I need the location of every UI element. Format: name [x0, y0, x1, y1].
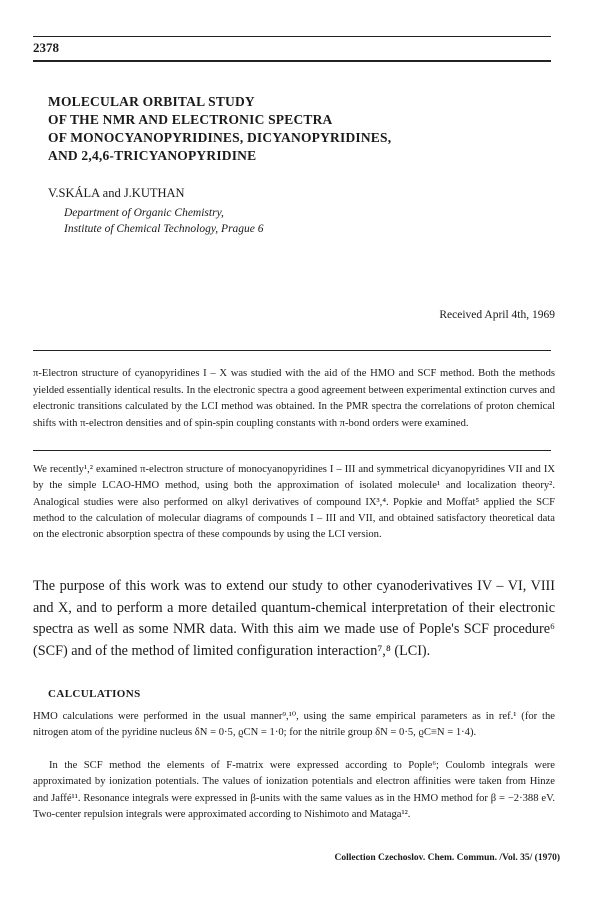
- section-heading-calculations: CALCULATIONS: [48, 688, 141, 700]
- authors: V.SKÁLA and J.KUTHAN: [48, 186, 185, 200]
- journal-footer: Collection Czechoslov. Chem. Commun. /Vol. 35/ (1970): [334, 853, 560, 863]
- title-line-4: AND 2,4,6-TRICYANOPYRIDINE: [48, 148, 257, 163]
- title-line-2: OF THE NMR AND ELECTRONIC SPECTRA: [48, 112, 333, 127]
- abstract-rule-top: [33, 350, 551, 351]
- abstract: π-Electron structure of cyanopyridines I – X was studied with the aid of the HMO and SCF method. Both the methods yielded essentially identical results. In the electronic spectra a good agreement between experimental extinction curves and electronic transitions calculated by the LCI method was obtained. In the PMR spectra the correlations of proton chemical shifts with π-electron densities and of spin-spin coupling constants with π-bond orders were examined.: [33, 368, 555, 429]
- header-rule-top: [33, 36, 551, 37]
- title-line-3: OF MONOCYANOPYRIDINES, DICYANOPYRIDINES,: [48, 130, 392, 145]
- title-line-1: MOLECULAR ORBITAL STUDY: [48, 94, 255, 109]
- received-date: Received April 4th, 1969: [439, 309, 555, 321]
- header-rule: [33, 60, 551, 62]
- calculations-paragraph-2: In the SCF method the elements of F-matrix were expressed according to Pople⁶; Coulomb integrals were approximated by ionization potentials. The values of ionization potentials and electron affinities were taken from Hinze and Jaffé¹¹. Resonance integrals were expressed in β-units with the same values as in the HMO method for β = −2·388 eV. Two-center repulsion integrals were approximated according to Nishimoto and Mataga¹².: [33, 760, 555, 820]
- intro-paragraph-2: The purpose of this work was to extend our study to other cyanoderivatives IV – VI, VIII and X, and to perform a more detailed quantum-chemical interpretation of their electronic spectra as well as some NMR data. With this aim we made use of Pople's SCF procedure⁶ (SCF) and of the method of limited configuration interaction⁷,⁸ (LCI).: [33, 578, 555, 659]
- affiliation-department: Department of Organic Chemistry,: [64, 207, 224, 219]
- intro-paragraph-1: We recently¹,² examined π-electron structure of monocyanopyridines I – III and symmetrical dicyanopyridines VII and IX by the simple LCAO-HMO method, using both the approximation of isolated molecule¹ and localization theory². Analogical studies were also performed on alkyl derivatives of compound IX³,⁴. Popkie and Moffat⁵ applied the SCF method to the calculation of molecular diagrams of compounds I – III and VII, and obtained satisfactory theoretical data on the electronic absorption spectra of these compounds by using the LCI version.: [33, 464, 555, 541]
- paper-title: [48, 93, 568, 165]
- page-number: 2378: [33, 40, 59, 55]
- calculations-paragraph-1: HMO calculations were performed in the usual manner⁹,¹⁰, using the same empirical parameters as in ref.¹ (for the nitrogen atom of the pyridine nucleus δN = 0·5, ϱCN = 1·0; for the nitrile group δN = 0·5, ϱC≡N = 1·4).: [33, 711, 555, 739]
- affiliation-institute: Institute of Chemical Technology, Prague 6: [64, 223, 264, 235]
- abstract-rule-bottom: [33, 450, 551, 451]
